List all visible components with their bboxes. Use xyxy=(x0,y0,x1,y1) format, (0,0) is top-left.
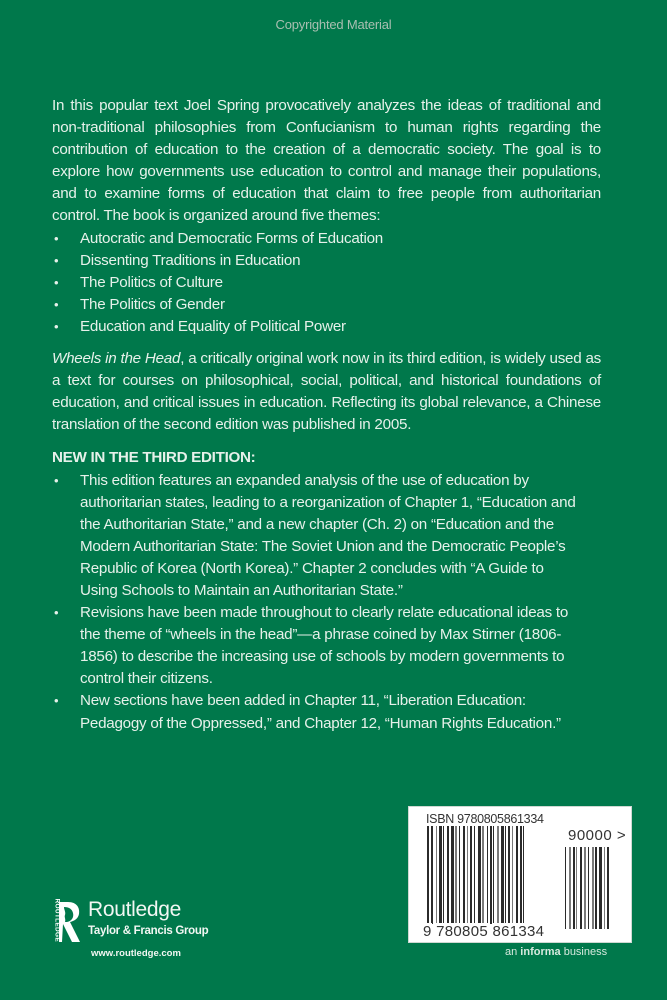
new-edition-list xyxy=(52,470,601,735)
intro-paragraph: In this popular text Joel Spring provocatively analyzes the ideas of traditional and non-traditional philosophies from Confucianism to human rights regarding the contribution of education to the creation of a democratic society. The goal is to explore how governments use education to control and manage their populations, and to examine forms of education that claim to free people from authoritarian control. The book is organized around five themes: xyxy=(52,97,601,225)
bullet-icon: • xyxy=(54,230,59,246)
theme-item: • Autocratic and Democratic Forms of Education xyxy=(52,228,601,250)
new-edition-item: • Revisions have been made throughout to clearly relate educational ideas to the theme of “wheels in the head”—a phrase coined by Max Stirner (1806-1856) to describe the increasing use of schools by modern governments to control their citizens. xyxy=(54,604,569,688)
book-title: Wheels in the Head xyxy=(52,350,181,368)
bullet-icon: • xyxy=(54,693,59,709)
barcode-digits: 9 780805 861334 xyxy=(423,923,545,940)
usage-paragraph: Wheels in the Head, a critically original work now in its third edition, is widely used as a text for courses on philosophical, social, political, and historical foundations of education, and critical issues in education. Reflecting its global relevance, a Chinese translation of the second edition was published in 2005. xyxy=(52,350,602,434)
isbn-label: ISBN 9780805861334 xyxy=(426,812,544,826)
theme-item: • Education and Equality of Political Power xyxy=(52,316,601,338)
bullet-icon: • xyxy=(54,472,59,488)
publisher-group: Taylor & Francis Group xyxy=(88,925,209,937)
logo-vertical-text: ROUTLEDGE xyxy=(53,898,61,943)
publisher-url[interactable]: www.routledge.com xyxy=(91,948,181,959)
theme-item: • The Politics of Culture xyxy=(52,272,601,294)
addon-barcode-bars xyxy=(565,847,625,929)
bullet-icon: • xyxy=(54,296,59,312)
bullet-icon: • xyxy=(54,274,59,290)
new-edition-heading: NEW IN THE THIRD EDITION: xyxy=(52,449,256,467)
theme-item: • Dissenting Traditions in Education xyxy=(52,250,601,272)
new-edition-item: • This edition features an expanded analysis of the use of education by authoritarian states, leading to a reorganization of Chapter 1, “Education and the Authoritarian State,” and a new chapter (Ch. 2) on “Education and the Modern Authoritarian State: The Soviet Union and the Democratic People’s Republic of Korea (North Korea).” Chapter 2 concludes with “A Guide to Using Schools to Maintain an Authoritarian State.” xyxy=(54,471,576,599)
themes-list xyxy=(52,228,601,338)
price-addon-label: 90000 > xyxy=(568,827,627,844)
main-barcode-bars xyxy=(427,826,551,928)
back-cover-text xyxy=(52,95,601,735)
routledge-logo xyxy=(50,898,250,988)
bullet-icon: • xyxy=(54,318,59,334)
informa-tagline: an informa business xyxy=(505,946,608,958)
bullet-icon: • xyxy=(54,252,59,268)
theme-item: • The Politics of Gender xyxy=(52,294,601,316)
bullet-icon: • xyxy=(54,605,59,621)
copyright-watermark: Copyrighted Material xyxy=(275,17,392,32)
publisher-name: Routledge xyxy=(88,898,182,921)
new-edition-item: • New sections have been added in Chapter 11, “Liberation Education: Pedagogy of the Oppressed,” and Chapter 12, “Human Rights Education.” xyxy=(54,692,561,732)
isbn-barcode xyxy=(408,806,632,943)
